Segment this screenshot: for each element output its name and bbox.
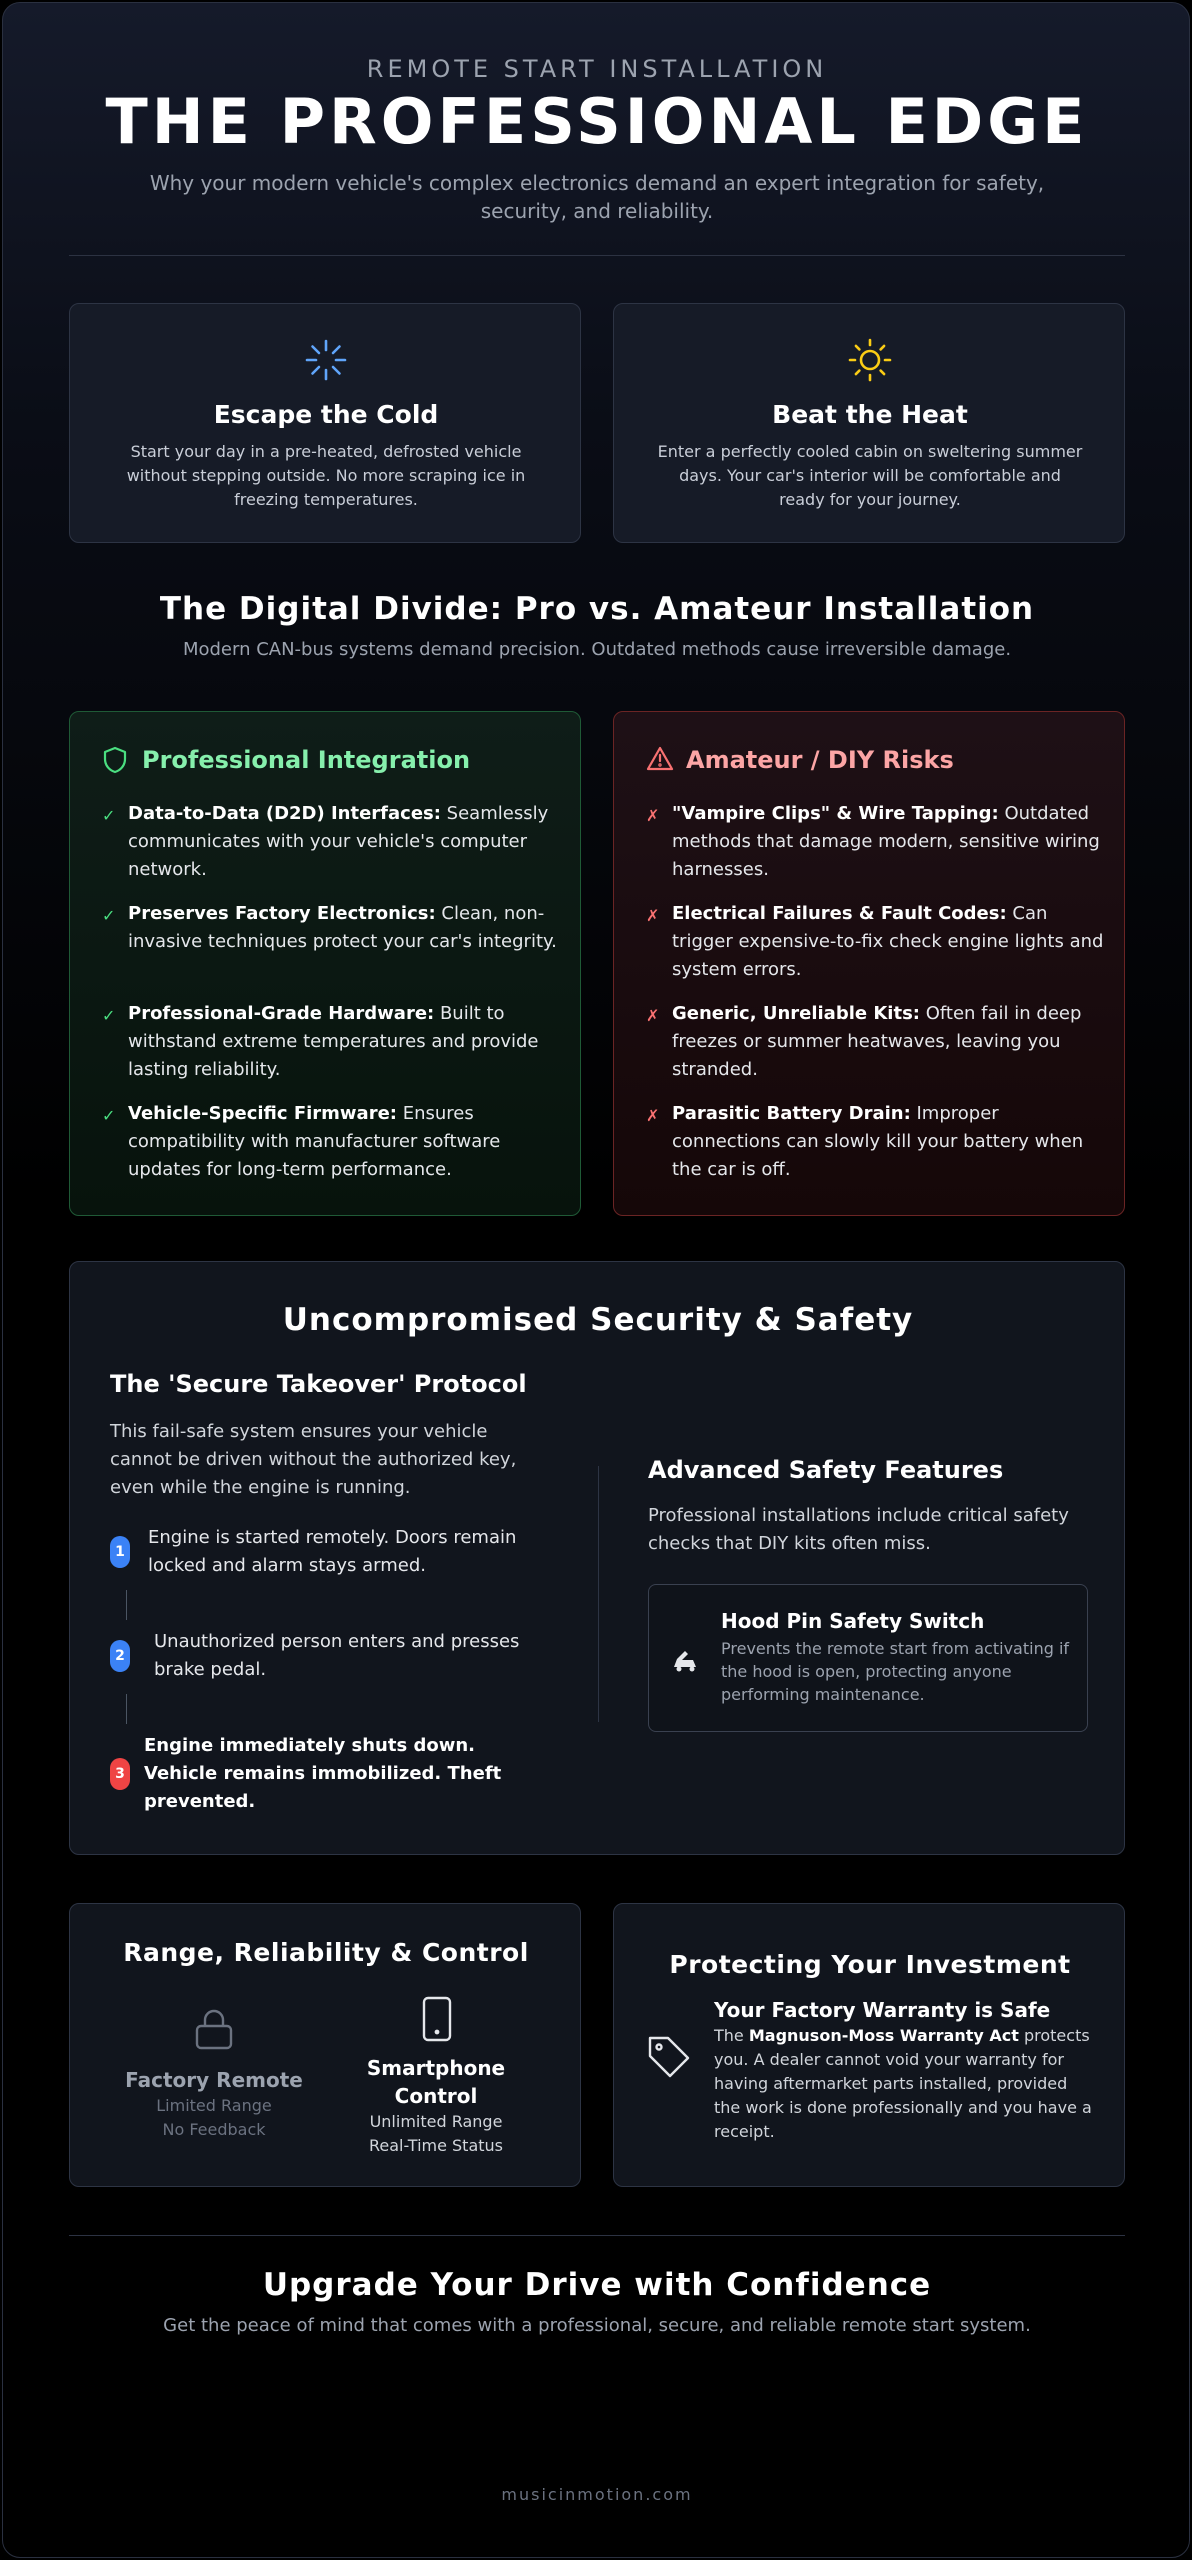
page-subtitle: Why your modern vehicle's complex electronics demand an expert integration for safety, security, and reliability. (149, 171, 1045, 223)
step-badge-3: 3 (110, 1758, 130, 1790)
infographic-page (2, 2, 1190, 2558)
cross-icon: ✗ (646, 1006, 660, 1025)
range-control-card (69, 1903, 581, 2187)
smartphone-icon (422, 1996, 452, 2042)
item-text: Seamlessly communicates with your vehicle's computer network. (128, 803, 549, 880)
cross-icon: ✗ (646, 806, 660, 825)
car-hood-icon (671, 1647, 699, 1673)
item-text: Clean, non-invasive techniques protect your car's integrity. (128, 903, 557, 952)
step-text: Unauthorized person enters and presses brake pedal. (154, 1631, 520, 1680)
cta-subtitle: Get the peace of mind that comes with a professional, secure, and reliable remote start system. (163, 2315, 1031, 2336)
factory-remote-line: No Feedback (162, 2120, 266, 2139)
cross-icon: ✗ (646, 1106, 660, 1125)
list-item (646, 800, 1106, 884)
check-icon: ✓ (102, 1006, 116, 1025)
hood-pin-feature (648, 1584, 1088, 1732)
factory-remote-line: Limited Range (156, 2096, 272, 2115)
check-icon: ✓ (102, 806, 116, 825)
cross-icon: ✗ (646, 906, 660, 925)
item-text: Improper connections can slowly kill your battery when the car is off. (672, 1103, 1084, 1180)
step-connector (126, 1694, 127, 1724)
benefit-title: Beat the Heat (772, 400, 968, 429)
cta-divider (69, 2235, 1125, 2236)
pro-title: Professional Integration (142, 746, 471, 774)
column-divider (598, 1466, 599, 1722)
list-item (646, 1000, 1106, 1084)
sun-icon (848, 338, 892, 382)
snowflake-icon (304, 338, 348, 382)
tag-icon (646, 2034, 692, 2080)
factory-remote-label: Factory Remote (125, 2068, 303, 2092)
security-card (69, 1261, 1125, 1855)
hood-pin-title: Hood Pin Safety Switch (721, 1609, 985, 1633)
list-item (102, 900, 562, 956)
security-title: Uncompromised Security & Safety (282, 1302, 914, 1338)
list-item (102, 1000, 562, 1084)
benefit-title: Escape the Cold (213, 400, 439, 429)
range-title: Range, Reliability & Control (123, 1938, 529, 1967)
item-text: Can trigger expensive-to-fix check engine lights and system errors. (672, 903, 1104, 980)
cta-title: Upgrade Your Drive with Confidence (262, 2267, 932, 2303)
shield-icon (102, 746, 128, 774)
benefit-card-cold (69, 303, 581, 543)
investment-title: Protecting Your Investment (669, 1950, 1071, 1979)
item-text: Built to withstand extreme temperatures and provide lasting reliability. (128, 1003, 539, 1080)
smartphone-line: Real-Time Status (368, 2136, 504, 2155)
warranty-text (714, 2024, 1094, 2144)
eyebrow-label: REMOTE START INSTALLATION (366, 55, 828, 83)
footer-brand: musicinmotion.com (501, 2485, 693, 2504)
pro-integration-card (69, 711, 581, 1216)
safety-title: Advanced Safety Features (648, 1456, 1004, 1484)
lock-icon (194, 2008, 234, 2052)
smartphone-label-line: Smartphone (366, 2056, 506, 2080)
item-heading: "Vampire Clips" & Wire Tapping: (672, 803, 999, 824)
item-heading: Parasitic Battery Drain: (672, 1103, 911, 1124)
hood-pin-text: Prevents the remote start from activating if the hood is open, protecting anyone performing maintenance. (721, 1639, 1070, 1704)
page-title: THE PROFESSIONAL EDGE (105, 85, 1089, 158)
step-badge-2: 2 (110, 1640, 130, 1672)
safety-text: Professional installations include critical safety checks that DIY kits often miss. (648, 1505, 1069, 1554)
protocol-title: The 'Secure Takeover' Protocol (110, 1370, 527, 1398)
item-heading: Electrical Failures & Fault Codes: (672, 903, 1007, 924)
item-heading: Generic, Unreliable Kits: (672, 1003, 920, 1024)
list-item (646, 1100, 1106, 1184)
divide-subtitle: Modern CAN-bus systems demand precision. Outdated methods cause irreversible damage. (182, 639, 1012, 660)
benefit-card-heat (613, 303, 1125, 543)
step-badge-1: 1 (110, 1536, 130, 1568)
item-heading: Preserves Factory Electronics: (128, 903, 436, 924)
warranty-subtitle: Your Factory Warranty is Safe (714, 1998, 1051, 2022)
list-item (102, 800, 562, 884)
warranty-text-lead: The (714, 2026, 749, 2045)
step-text: Engine is started remotely. Doors remain locked and alarm stays armed. (148, 1527, 517, 1576)
smartphone-label-line: Control (394, 2084, 478, 2108)
step-connector (126, 1590, 127, 1620)
warning-icon (646, 746, 674, 772)
check-icon: ✓ (102, 1106, 116, 1125)
check-icon: ✓ (102, 906, 116, 925)
warranty-act-name: Magnuson-Moss Warranty Act (748, 2026, 1019, 2045)
item-heading: Professional-Grade Hardware: (128, 1003, 435, 1024)
item-text: Outdated methods that damage modern, sensitive wiring harnesses. (672, 803, 1100, 880)
smartphone-line: Unlimited Range (369, 2112, 503, 2131)
protocol-text: This fail-safe system ensures your vehicle cannot be driven without the authorized key, even while the engine is running. (110, 1421, 517, 1498)
benefit-text: Start your day in a pre-heated, defrosted vehicle without stepping outside. No more scraping ice in freezing temperatures. (126, 442, 526, 509)
benefit-text: Enter a perfectly cooled cabin on sweltering summer days. Your car's interior will be comfortable and ready for your journey. (657, 442, 1083, 509)
divide-title: The Digital Divide: Pro vs. Amateur Installation (159, 591, 1035, 627)
item-heading: Vehicle-Specific Firmware: (128, 1103, 397, 1124)
investment-card (613, 1903, 1125, 2187)
item-heading: Data-to-Data (D2D) Interfaces: (128, 803, 441, 824)
step-text: Engine immediately shuts down. Vehicle remains immobilized. Theft prevented. (144, 1735, 502, 1812)
list-item (102, 1100, 562, 1184)
list-item (646, 900, 1106, 984)
diy-title: Amateur / DIY Risks (686, 746, 954, 774)
item-text: Ensures compatibility with manufacturer software updates for long-term performance. (128, 1103, 501, 1180)
diy-risks-card (613, 711, 1125, 1216)
warranty-text-rest: protects you. A dealer cannot void your warranty for having aftermarket parts installed, provided the work is done professionally and you have a receipt. (714, 2026, 1092, 2141)
header-divider (69, 255, 1125, 256)
item-text: Often fail in deep freezes or summer heatwaves, leaving you stranded. (672, 1003, 1082, 1080)
